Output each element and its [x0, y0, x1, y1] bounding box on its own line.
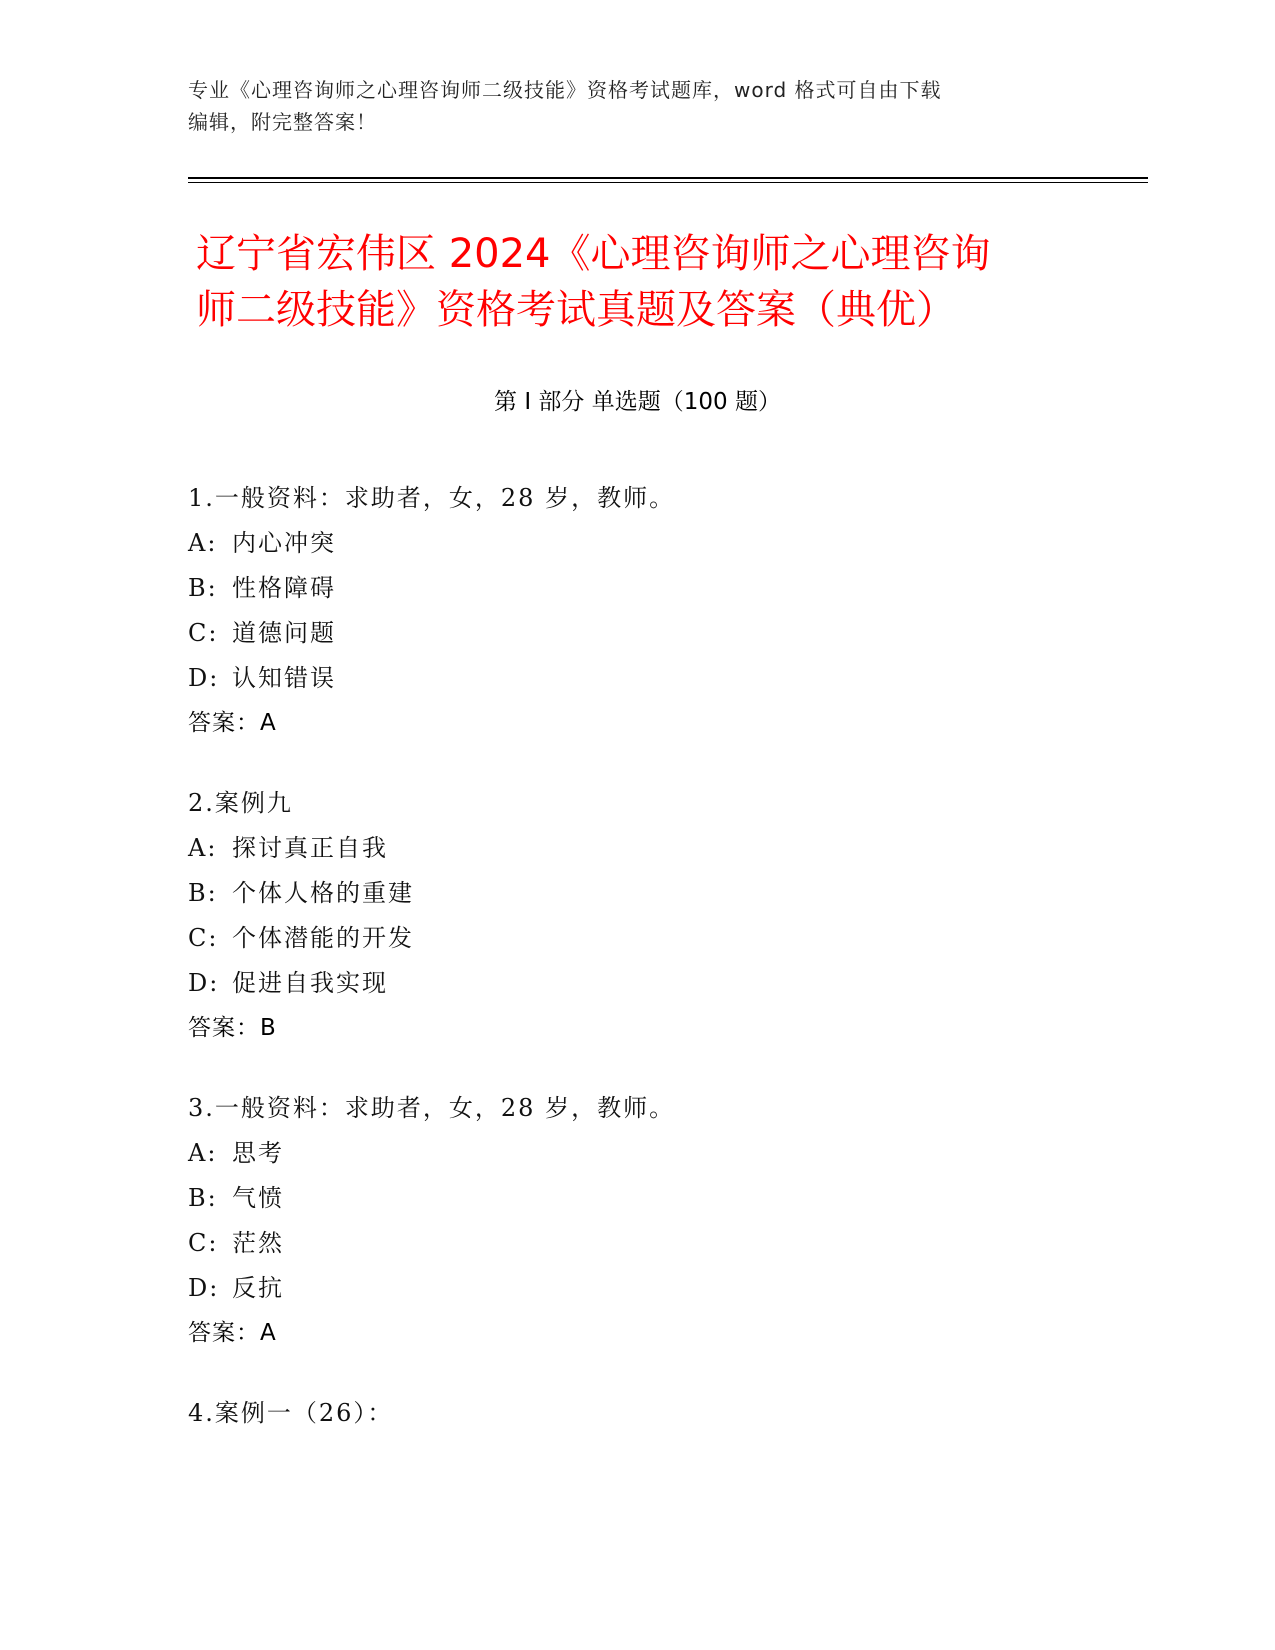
header-divider-thin — [188, 182, 1148, 183]
option-d — [188, 656, 1088, 701]
option-letter: C: — [188, 619, 219, 647]
option-text: 认知错误 — [232, 664, 336, 692]
header-note-line-1: 专业《心理咨询师之心理咨询师二级技能》资格考试题库，word 格式可自由下载 — [188, 78, 942, 102]
option-b — [188, 1176, 1088, 1221]
option-d — [188, 1266, 1088, 1311]
option-c — [188, 916, 1088, 961]
option-a — [188, 521, 1088, 566]
option-letter: A: — [188, 1139, 218, 1167]
option-letter: A: — [188, 529, 218, 557]
option-text: 茫然 — [232, 1229, 284, 1257]
option-a — [188, 826, 1088, 871]
question-item — [188, 1391, 1088, 1436]
option-letter: B: — [188, 879, 218, 907]
option-text: 促进自我实现 — [232, 969, 388, 997]
option-text: 性格障碍 — [232, 574, 336, 602]
question-item — [188, 476, 1088, 746]
option-b — [188, 871, 1088, 916]
option-c — [188, 611, 1088, 656]
option-text: 思考 — [232, 1139, 284, 1167]
option-letter: D: — [188, 664, 220, 692]
answer-line: 答案：A — [188, 710, 277, 736]
answer-line: 答案：A — [188, 1320, 277, 1346]
option-b — [188, 566, 1088, 611]
option-a — [188, 1131, 1088, 1176]
option-text: 探讨真正自我 — [232, 834, 388, 862]
header-note — [188, 74, 1068, 138]
option-letter: C: — [188, 1229, 219, 1257]
option-letter: D: — [188, 1274, 220, 1302]
question-stem: 1.一般资料：求助者，女，28 岁，教师。 — [188, 484, 676, 512]
header-divider-thick — [188, 177, 1148, 179]
option-letter: B: — [188, 574, 218, 602]
document-title-line-1: 辽宁省宏伟区 2024《心理咨询师之心理咨询 — [196, 231, 991, 277]
option-text: 个体人格的重建 — [232, 879, 414, 907]
question-stem: 3.一般资料：求助者，女，28 岁，教师。 — [188, 1094, 676, 1122]
option-letter: C: — [188, 924, 219, 952]
question-stem: 4.案例一（26）： — [188, 1399, 394, 1427]
option-text: 内心冲突 — [232, 529, 336, 557]
option-d — [188, 961, 1088, 1006]
option-letter: D: — [188, 969, 220, 997]
answer-line: 答案：B — [188, 1015, 277, 1041]
question-item — [188, 781, 1088, 1051]
option-letter: B: — [188, 1184, 218, 1212]
document-title-line-2: 师二级技能》资格考试真题及答案（典优） — [196, 287, 956, 333]
option-text: 气愤 — [232, 1184, 284, 1212]
question-item — [188, 1086, 1088, 1356]
option-letter: A: — [188, 834, 218, 862]
option-text: 道德问题 — [232, 619, 336, 647]
option-text: 反抗 — [232, 1274, 284, 1302]
header-note-line-2: 编辑，附完整答案！ — [188, 110, 377, 134]
option-text: 个体潜能的开发 — [232, 924, 414, 952]
question-list — [188, 476, 1088, 1471]
document-title — [196, 226, 1096, 338]
option-c — [188, 1221, 1088, 1266]
section-heading: 第 I 部分 单选题（100 题） — [494, 389, 781, 415]
question-stem: 2.案例九 — [188, 789, 293, 817]
